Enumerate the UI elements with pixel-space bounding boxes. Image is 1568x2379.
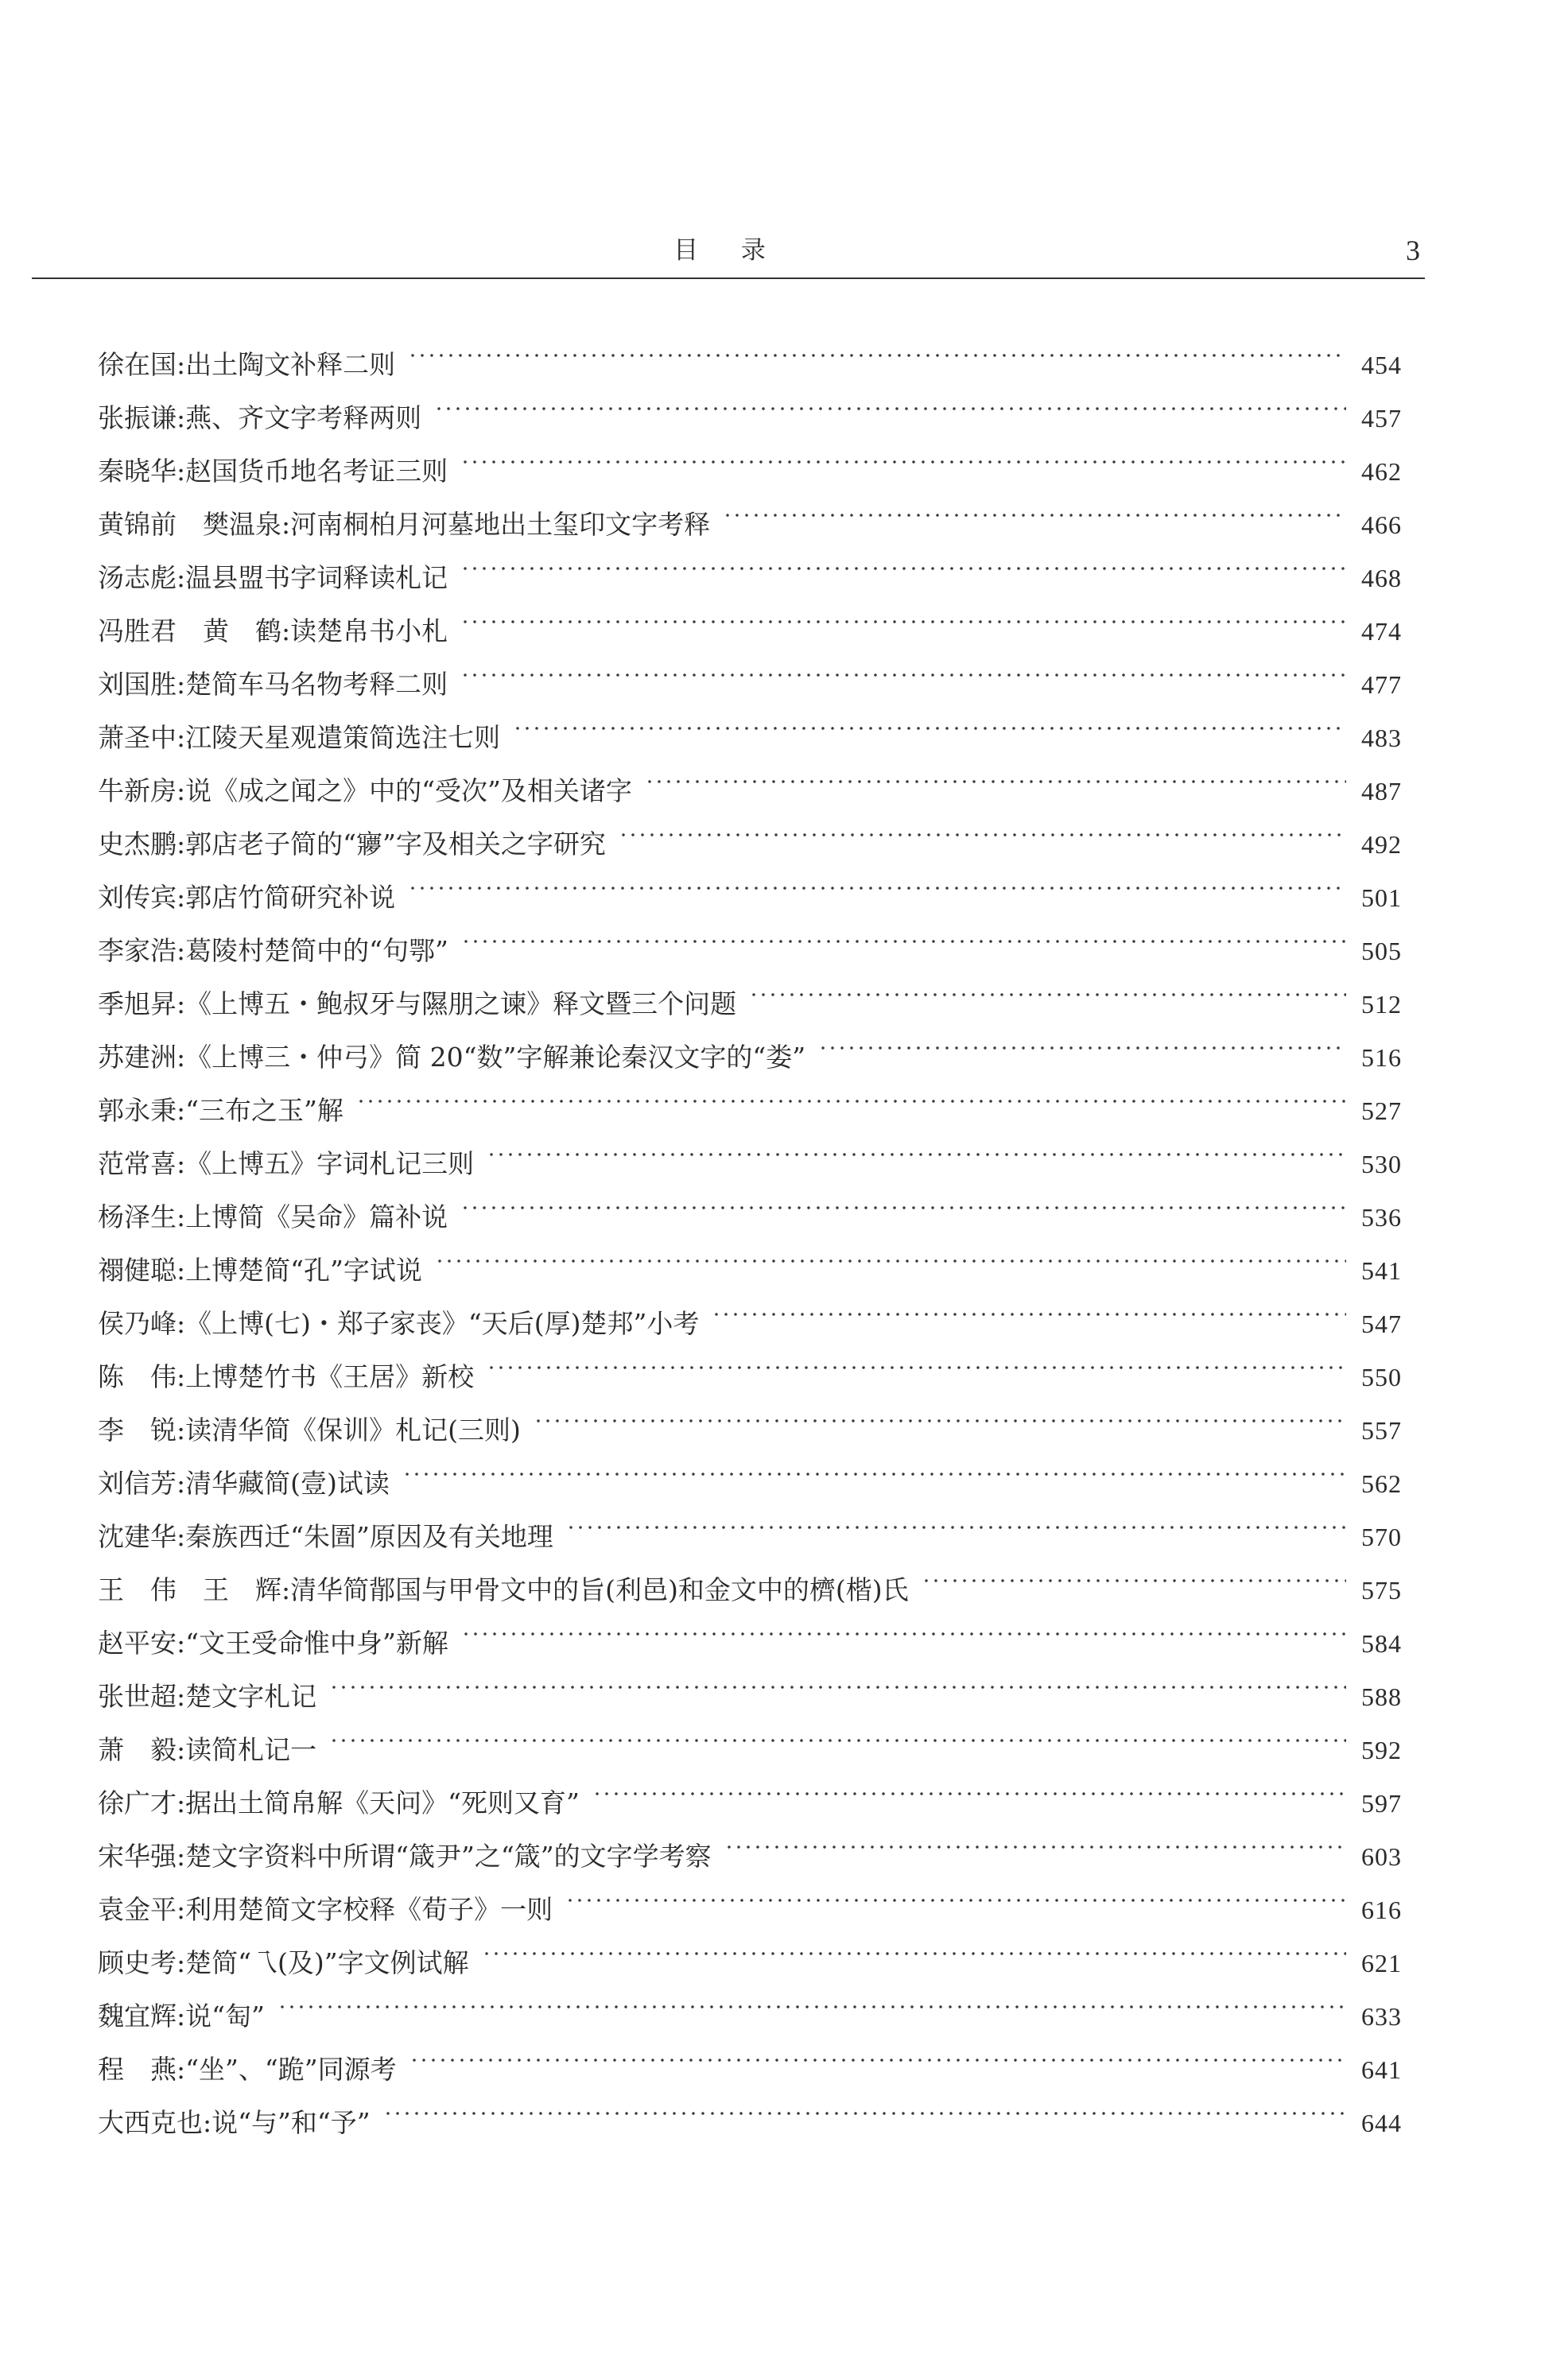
dot-leader: [592, 1759, 1346, 1812]
toc-page-number: 536: [1361, 1203, 1402, 1232]
toc-page-number: 557: [1361, 1416, 1402, 1445]
toc-author: 王 伟 王 辉: [98, 1574, 281, 1605]
dot-leader: [435, 1226, 1346, 1279]
dot-leader: [408, 853, 1346, 906]
dot-leader: [460, 427, 1346, 480]
toc-page-number: 592: [1361, 1736, 1402, 1764]
toc-page-number: 468: [1361, 564, 1402, 592]
toc-page-number: 550: [1361, 1363, 1402, 1391]
dot-leader: [408, 320, 1346, 374]
dot-leader: [356, 1066, 1346, 1120]
toc-author: 大西克也: [98, 2107, 203, 2138]
toc-separator: :: [177, 1255, 186, 1286]
toc-separator: :: [281, 1574, 291, 1605]
toc-page-number: 457: [1361, 404, 1402, 433]
toc-separator: :: [177, 562, 186, 593]
toc-separator: :: [177, 2001, 186, 2032]
toc-separator: :: [177, 402, 186, 433]
toc-separator: :: [177, 1787, 186, 1818]
toc-author: 牛新房: [98, 775, 177, 806]
toc-author: 冯胜君 黄 鹤: [98, 615, 281, 646]
toc-page-number: 641: [1361, 2055, 1402, 2084]
toc-author: 季旭昇: [98, 988, 177, 1019]
toc-page-number: 492: [1361, 830, 1402, 859]
toc-page-number: 477: [1361, 670, 1402, 699]
toc-page-number: 588: [1361, 1682, 1402, 1711]
running-header: [32, 231, 1425, 278]
dot-leader: [278, 1972, 1346, 2025]
toc-title: 《上博(七)・郑子家丧》“天后(厚)楚邦”小考: [185, 1308, 700, 1339]
header-title: 目 录: [673, 236, 783, 265]
toc-author: 李家浩: [98, 935, 177, 966]
toc-page-number: 527: [1361, 1096, 1402, 1125]
toc-separator: :: [177, 988, 186, 1019]
toc-page-number: 562: [1361, 1469, 1402, 1498]
toc-page-number: 505: [1361, 937, 1402, 965]
toc-author: 程 燕: [98, 2054, 177, 2085]
dot-leader: [723, 480, 1346, 534]
toc-separator: :: [177, 1681, 186, 1712]
toc-separator: :: [177, 1468, 186, 1499]
dot-leader: [645, 747, 1346, 800]
dot-leader: [487, 1120, 1346, 1173]
toc-title: 楚简车马名物考释二则: [185, 669, 448, 700]
toc-author: 魏宜辉: [98, 2001, 177, 2032]
toc-page-number: 621: [1361, 1949, 1402, 1977]
toc-page-number: 603: [1361, 1842, 1402, 1871]
toc-title: 楚文字札记: [185, 1681, 317, 1712]
dot-leader: [460, 534, 1346, 587]
toc-separator: :: [177, 882, 186, 913]
toc-author: 萧圣中: [98, 722, 177, 753]
toc-title: 《上博三・仲弓》简 20“数”字解兼论秦汉文字的“娄”: [185, 1042, 806, 1073]
toc-author: 袁金平: [98, 1894, 177, 1925]
toc-author: 刘传宾: [98, 882, 177, 913]
toc-author: 赵平安: [98, 1628, 177, 1659]
dot-leader: [565, 1865, 1346, 1919]
toc-title: 江陵天星观遣策简选注七则: [185, 722, 501, 753]
toc-author: 苏建洲: [98, 1042, 177, 1073]
toc-separator: :: [281, 615, 291, 646]
toc-author: 宋华强: [98, 1841, 177, 1872]
dot-leader: [818, 1013, 1346, 1066]
toc-title: 说《成之闻之》中的“受次”及相关诸字: [185, 775, 632, 806]
toc-separator: :: [177, 775, 186, 806]
toc-title: 出土陶文补释二则: [185, 349, 396, 380]
toc-page-number: 474: [1361, 617, 1402, 646]
toc-author: 徐广才: [98, 1787, 177, 1818]
toc-author: 史杰鹏: [98, 829, 177, 860]
toc-entry[interactable]: [98, 320, 1402, 380]
dot-leader: [513, 693, 1346, 747]
toc-separator: :: [281, 509, 291, 540]
toc-separator: :: [177, 1947, 186, 1978]
toc-title: 清华藏简(壹)试读: [185, 1468, 390, 1499]
toc-title: 读清华简《保训》札记(三则): [185, 1415, 521, 1446]
dot-leader: [619, 800, 1346, 853]
dot-leader: [383, 2078, 1346, 2132]
toc-page-number: 487: [1361, 777, 1402, 805]
toc-page-number: 575: [1361, 1576, 1402, 1605]
toc-author: 顾史考: [98, 1947, 177, 1978]
toc-title: 秦族西迁“朱圄”原因及有关地理: [185, 1521, 553, 1552]
page-number: 3: [1406, 235, 1420, 266]
toc-title: 赵国货币地名考证三则: [185, 456, 448, 487]
toc-separator: :: [177, 1148, 186, 1179]
toc-separator: :: [177, 1841, 186, 1872]
toc-author: 萧 毅: [98, 1734, 177, 1765]
dot-leader: [712, 1279, 1346, 1333]
toc-author: 黄锦前 樊温泉: [98, 509, 281, 540]
dot-leader: [461, 1599, 1346, 1652]
toc-page-number: 547: [1361, 1310, 1402, 1338]
toc-author: 杨泽生: [98, 1201, 177, 1232]
toc-title: 葛陵村楚简中的“句鄂”: [185, 935, 448, 966]
dot-leader: [922, 1546, 1346, 1599]
toc-separator: :: [177, 1628, 186, 1659]
toc-title: 《上博五・鲍叔牙与隰朋之谏》释文暨三个问题: [185, 988, 737, 1019]
dot-leader: [409, 2025, 1346, 2078]
toc-page-number: 616: [1361, 1896, 1402, 1924]
dot-leader: [482, 1919, 1346, 1972]
toc-author: 刘国胜: [98, 669, 177, 700]
toc-title: 清华简鄁国与甲骨文中的旨(利邑)和金文中的櫅(楷)氏: [290, 1574, 909, 1605]
toc-page-number: 530: [1361, 1150, 1402, 1178]
toc-author: 张世超: [98, 1681, 177, 1712]
dot-leader: [487, 1333, 1346, 1386]
toc-separator: :: [177, 1734, 186, 1765]
toc-title: “三布之玉”解: [185, 1095, 343, 1126]
toc-page-number: 633: [1361, 2002, 1402, 2031]
toc-separator: :: [177, 1415, 186, 1446]
dot-leader: [534, 1386, 1346, 1439]
dot-leader: [329, 1652, 1346, 1706]
dot-leader: [329, 1706, 1346, 1759]
toc-title: 《上博五》字词札记三则: [185, 1148, 475, 1179]
dot-leader: [460, 587, 1346, 640]
dot-leader: [461, 906, 1346, 960]
toc-separator: :: [177, 1095, 186, 1126]
toc-entry[interactable]: [98, 1972, 1402, 2032]
toc-page-number: 483: [1361, 724, 1402, 752]
toc-page-number: 462: [1361, 457, 1402, 486]
toc-separator: :: [177, 1361, 186, 1392]
toc-title: 上博楚简“孔”字试说: [185, 1255, 422, 1286]
toc-title: 读简札记一: [185, 1734, 317, 1765]
toc-page-number: 644: [1361, 2109, 1402, 2137]
toc-title: 郭店竹简研究补说: [185, 882, 396, 913]
toc-page-number: 454: [1361, 351, 1402, 379]
toc-author: 张振谦: [98, 402, 177, 433]
toc-author: 汤志彪: [98, 562, 177, 593]
toc-title: 说“与”和“予”: [212, 2107, 371, 2138]
toc-title: 河南桐柏月河墓地出土玺印文字考释: [290, 509, 711, 540]
toc-title: 燕、齐文字考释两则: [185, 402, 422, 433]
toc-title: 上博楚竹书《王居》新校: [185, 1361, 475, 1392]
toc-separator: :: [177, 1894, 186, 1925]
toc-separator: :: [177, 935, 186, 966]
toc-page-number: 584: [1361, 1629, 1402, 1658]
toc-title: 楚简“乁(及)”字文例试解: [185, 1947, 469, 1978]
toc-title: 上博简《吴命》篇补说: [185, 1201, 448, 1232]
toc-author: 秦晓华: [98, 456, 177, 487]
toc-separator: :: [203, 2107, 212, 2138]
toc-separator: :: [177, 669, 186, 700]
toc-title: 据出土简帛解《天问》“死则又育”: [185, 1787, 580, 1818]
toc-separator: :: [177, 2054, 186, 2085]
toc-author: 李 锐: [98, 1415, 177, 1446]
toc-author: 沈建华: [98, 1521, 177, 1552]
dot-leader: [724, 1812, 1346, 1865]
dot-leader: [460, 1173, 1346, 1226]
dot-leader: [434, 374, 1346, 427]
toc-separator: :: [177, 722, 186, 753]
dot-leader: [402, 1439, 1346, 1492]
toc-title: 楚文字资料中所谓“箴尹”之“箴”的文字学考察: [185, 1841, 712, 1872]
toc-separator: :: [177, 1042, 186, 1073]
toc-separator: :: [177, 349, 186, 380]
toc-author: 禤健聪: [98, 1255, 177, 1286]
toc-page-number: 541: [1361, 1256, 1402, 1285]
toc-title: 温县盟书字词释读札记: [185, 562, 448, 593]
dot-leader: [749, 960, 1346, 1013]
toc-author: 侯乃峰: [98, 1308, 177, 1339]
toc-author: 范常喜: [98, 1148, 177, 1179]
toc-author: 郭永秉: [98, 1095, 177, 1126]
toc-author: 徐在国: [98, 349, 177, 380]
toc-page-number: 597: [1361, 1789, 1402, 1818]
table-of-contents: [98, 320, 1402, 2138]
toc-page-number: 570: [1361, 1523, 1402, 1551]
toc-page-number: 512: [1361, 990, 1402, 1019]
dot-leader: [460, 640, 1346, 693]
toc-title: “坐”、“跪”同源考: [185, 2054, 397, 2085]
toc-separator: :: [177, 1521, 186, 1552]
toc-page-number: 501: [1361, 883, 1402, 912]
toc-title: “文王受命惟中身”新解: [185, 1628, 448, 1659]
toc-page-number: 466: [1361, 510, 1402, 539]
toc-author: 刘信芳: [98, 1468, 177, 1499]
toc-page-number: 516: [1361, 1043, 1402, 1072]
toc-title: 读楚帛书小札: [290, 615, 448, 646]
toc-author: 陈 伟: [98, 1361, 177, 1392]
toc-separator: :: [177, 829, 186, 860]
toc-separator: :: [177, 1201, 186, 1232]
toc-entry[interactable]: [98, 2025, 1402, 2085]
toc-separator: :: [177, 456, 186, 487]
dot-leader: [566, 1492, 1346, 1546]
header-rule: [32, 277, 1425, 279]
toc-title: 郭店老子简的“㝱”字及相关之字研究: [185, 829, 606, 860]
toc-separator: :: [177, 1308, 186, 1339]
toc-title: 说“匋”: [185, 2001, 265, 2032]
toc-title: 利用楚简文字校释《荀子》一则: [185, 1894, 553, 1925]
